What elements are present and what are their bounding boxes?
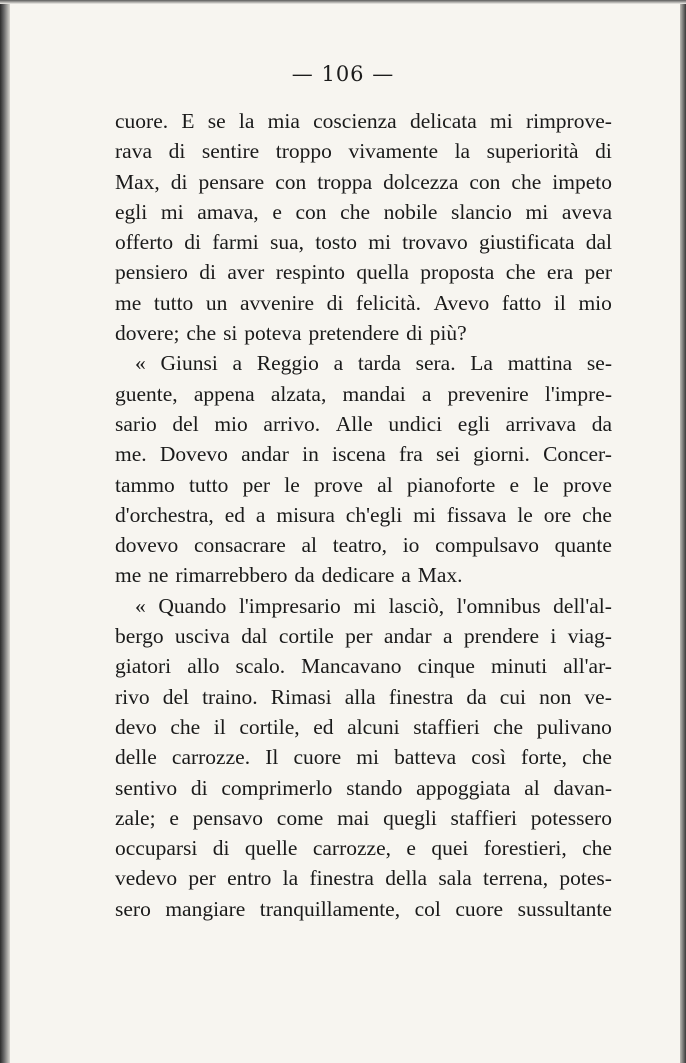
text-line <box>115 470 612 500</box>
word: aveva <box>561 199 612 224</box>
word: troppo <box>275 139 332 164</box>
text-line <box>115 773 612 803</box>
word: che <box>511 169 542 194</box>
word: dovevo <box>115 533 179 558</box>
word: cui <box>499 684 527 709</box>
word: mi <box>490 109 513 133</box>
word: potessero <box>530 805 612 830</box>
word: tutto <box>188 472 229 497</box>
word: e <box>509 472 520 497</box>
word: rimarrebbero <box>175 563 288 588</box>
word: compulsavo <box>435 533 539 558</box>
word: che <box>582 836 612 861</box>
word: mi <box>160 199 184 224</box>
word: Max, <box>115 169 160 194</box>
word: occuparsi <box>115 836 198 861</box>
word: davan- <box>553 775 612 800</box>
word: che <box>582 502 612 527</box>
word: la <box>454 139 471 164</box>
word: me <box>115 290 142 315</box>
word: col <box>414 896 441 921</box>
word: mi <box>368 230 391 255</box>
word: quelle <box>244 836 298 861</box>
word: un <box>205 290 228 315</box>
word: così <box>471 745 506 770</box>
word: pensavo <box>192 805 264 830</box>
word: le <box>533 472 549 497</box>
word: alcuni <box>347 714 400 739</box>
word: me. <box>115 442 147 467</box>
word: mattina <box>507 351 573 376</box>
word: di <box>199 260 216 285</box>
word: avvenire <box>239 290 314 315</box>
word: dal <box>241 624 268 649</box>
word: pensiero <box>115 260 188 285</box>
word: che <box>582 745 612 770</box>
text-line <box>115 348 612 378</box>
word: lasciò, <box>388 593 445 618</box>
word: di <box>406 321 423 346</box>
word: del <box>162 684 189 709</box>
word: per <box>188 866 216 891</box>
word: bergo <box>115 624 164 649</box>
word: mangiare <box>165 896 246 921</box>
word: tammo <box>115 472 175 497</box>
word: pianoforte <box>406 472 496 497</box>
word: con <box>469 169 501 194</box>
word: cortile <box>278 624 334 649</box>
word: finestra <box>309 866 374 891</box>
word: Rimasi <box>270 684 332 709</box>
word: di <box>190 775 208 800</box>
word: coscienza <box>313 109 397 133</box>
word: impeto <box>552 169 612 194</box>
word: Giunsi <box>160 351 218 376</box>
word: teatro, <box>332 533 388 558</box>
word: pretendere <box>308 321 400 346</box>
word: giatori <box>115 654 172 679</box>
word: trovavo <box>402 230 468 255</box>
paragraph <box>115 348 612 590</box>
word: mio <box>578 290 612 315</box>
word: arrivava <box>505 411 577 436</box>
word: d'orchestra, <box>115 502 214 527</box>
text-line <box>115 894 612 924</box>
word: guente, <box>115 381 178 406</box>
word: che <box>493 714 524 739</box>
word: rava <box>115 139 152 164</box>
word: delle <box>115 745 157 770</box>
word: « <box>135 351 146 376</box>
word: al <box>301 533 318 558</box>
word: a <box>255 502 266 527</box>
word: si <box>223 321 238 346</box>
text-line <box>115 318 612 348</box>
word: mio <box>214 411 248 436</box>
word: Alle <box>335 411 373 436</box>
word: Mancavano <box>301 654 402 679</box>
word: tarda <box>357 351 401 376</box>
word: sei <box>436 442 460 467</box>
word: da <box>466 684 487 709</box>
word: andar <box>241 442 289 467</box>
word: con <box>275 169 307 194</box>
word: tranquillamente, <box>259 896 401 921</box>
text-line <box>115 712 612 742</box>
word: farmi <box>212 230 259 255</box>
text-line <box>115 530 612 560</box>
word: che <box>186 321 217 346</box>
word: vedevo <box>115 866 178 891</box>
word: mia <box>267 109 300 133</box>
word: non <box>539 684 572 709</box>
word: mi <box>525 199 549 224</box>
word: cuore <box>455 896 504 921</box>
word: terrena, <box>483 866 549 891</box>
word: e <box>406 836 416 861</box>
word: pulivano <box>536 714 612 739</box>
word: le <box>517 502 533 527</box>
word: mandai <box>342 381 406 406</box>
word: misura <box>276 502 335 527</box>
text-line <box>115 439 612 469</box>
word: entro <box>227 866 272 891</box>
word: sentivo <box>115 775 178 800</box>
word: alzata, <box>270 381 327 406</box>
word: la <box>238 109 255 133</box>
text-line <box>115 863 612 893</box>
text-line <box>115 379 612 409</box>
word: Avevo <box>433 290 490 315</box>
word: da <box>294 563 315 588</box>
word: forte, <box>521 745 568 770</box>
word: di <box>170 169 188 194</box>
word: e <box>272 199 282 224</box>
paragraph <box>115 106 612 348</box>
word: ed <box>313 714 334 739</box>
word: quella <box>356 260 409 285</box>
word: sentire <box>201 139 260 164</box>
text-line <box>115 621 612 651</box>
word: batteva <box>394 745 457 770</box>
word: aver <box>227 260 265 285</box>
word: respinto <box>275 260 345 285</box>
word: della <box>385 866 428 891</box>
word: staffieri <box>450 805 518 830</box>
word: ch'egli <box>345 502 403 527</box>
word: Dovevo <box>159 442 228 467</box>
word: quei <box>431 836 469 861</box>
word: amava, <box>197 199 259 224</box>
word: per <box>242 472 271 497</box>
word: tutto <box>153 290 194 315</box>
word: potes- <box>559 866 612 891</box>
word: appena <box>193 381 255 406</box>
text-line <box>115 136 612 166</box>
word: zale; <box>115 805 156 830</box>
word: se <box>207 109 226 133</box>
word: prendere <box>463 624 540 649</box>
text-line <box>115 409 612 439</box>
word: giustificata <box>478 230 575 255</box>
text-line <box>115 257 612 287</box>
word: mi <box>353 593 377 618</box>
word: egli <box>115 199 148 224</box>
word: che <box>340 199 370 224</box>
word: prove <box>314 472 363 497</box>
text-line <box>115 288 612 318</box>
word: traino. <box>202 684 258 709</box>
word: delicata <box>409 109 477 133</box>
word: per <box>345 624 373 649</box>
word: stando <box>346 775 403 800</box>
word: consacrare <box>193 533 286 558</box>
word: che <box>505 260 536 285</box>
word: di <box>212 836 230 861</box>
word: vivamente <box>348 139 438 164</box>
word: mi <box>413 502 436 527</box>
word: forestieri, <box>483 836 567 861</box>
word: da <box>591 411 612 436</box>
text-line <box>115 651 612 681</box>
page-edge-shadow-top <box>0 0 686 4</box>
word: alla <box>344 684 376 709</box>
word: l'omnibus <box>456 593 541 618</box>
word: e <box>169 805 179 830</box>
word: il <box>213 714 226 739</box>
word: offerto <box>115 230 174 255</box>
word: mi <box>356 745 379 770</box>
word: rivo <box>115 684 150 709</box>
word: Concer- <box>543 442 612 467</box>
word: sario <box>115 411 157 436</box>
word: a <box>442 624 453 649</box>
word: l'impre- <box>544 381 612 406</box>
word: ne <box>148 563 169 588</box>
word: devo <box>115 714 157 739</box>
word: che <box>170 714 201 739</box>
word: finestra <box>388 684 454 709</box>
text-line <box>115 591 612 621</box>
word: a <box>421 381 432 406</box>
word: con <box>295 199 327 224</box>
page-edge-shadow-left <box>0 0 10 1063</box>
word: al <box>377 472 393 497</box>
word: del <box>172 411 199 436</box>
word: mai <box>337 805 370 830</box>
word: tosto <box>315 230 358 255</box>
word: poteva <box>244 321 302 346</box>
word: al <box>524 775 540 800</box>
word: di <box>184 230 202 255</box>
word: fra <box>398 442 423 467</box>
word: cuore. <box>115 109 169 133</box>
word: dedicare <box>321 563 395 588</box>
word: come <box>276 805 324 830</box>
text-line <box>115 682 612 712</box>
word: arrivo. <box>263 411 321 436</box>
word: viag- <box>567 624 612 649</box>
word: le <box>284 472 300 497</box>
word: scalo. <box>235 654 286 679</box>
word: me <box>115 563 142 588</box>
word: comprimerlo <box>221 775 333 800</box>
word: se- <box>586 351 612 376</box>
word: l'impresario <box>238 593 341 618</box>
word: sussultante <box>517 896 612 921</box>
word: Max. <box>417 563 463 588</box>
word: Reggio <box>256 351 319 376</box>
word: io <box>402 533 420 558</box>
text-line <box>115 742 612 772</box>
word: ve- <box>584 684 612 709</box>
word: dolcezza <box>383 169 459 194</box>
word: sua, <box>269 230 305 255</box>
text-line <box>115 167 612 197</box>
word: La <box>470 351 493 376</box>
word: di <box>168 139 186 164</box>
word: di <box>595 139 612 164</box>
word: andar <box>383 624 432 649</box>
word: dal <box>585 230 612 255</box>
word: undici <box>388 411 443 436</box>
word: « <box>135 593 146 618</box>
word: staffieri <box>413 714 480 739</box>
word: rimprove- <box>525 109 612 133</box>
text-line <box>115 560 612 590</box>
text-line <box>115 106 612 136</box>
word: sero <box>115 896 151 921</box>
text-line <box>115 500 612 530</box>
word: pensare <box>198 169 265 194</box>
word: giorni. <box>473 442 530 467</box>
word: carrozze, <box>312 836 392 861</box>
word: prevenire <box>447 381 529 406</box>
word: Quando <box>158 593 227 618</box>
word: quante <box>554 533 612 558</box>
word: allo <box>187 654 220 679</box>
body-text <box>115 106 612 924</box>
word: egli <box>457 411 491 436</box>
word: a <box>333 351 344 376</box>
page-number-header: — 106 — <box>291 62 395 86</box>
word: cinque <box>417 654 475 679</box>
page-edge-shadow-right <box>680 0 686 1063</box>
word: a <box>401 563 411 588</box>
word: di <box>326 290 344 315</box>
paragraph <box>115 591 612 924</box>
word: iscena <box>332 442 386 467</box>
word: nobile <box>383 199 438 224</box>
word: troppa <box>317 169 373 194</box>
word: Il <box>265 745 279 770</box>
word: per <box>584 260 612 285</box>
word: a <box>232 351 243 376</box>
text-line <box>115 197 612 227</box>
word: E <box>181 109 195 133</box>
word: sera. <box>415 351 456 376</box>
word: superiorità <box>486 139 579 164</box>
word: fatto <box>501 290 542 315</box>
word: dovere; <box>115 321 180 346</box>
word: la <box>282 866 299 891</box>
word: era <box>546 260 574 285</box>
word: prove <box>563 472 612 497</box>
word: il <box>553 290 566 315</box>
word: cortile, <box>239 714 300 739</box>
word: quegli <box>383 805 437 830</box>
word: ore <box>543 502 572 527</box>
word: felicità. <box>355 290 421 315</box>
word: appoggiata <box>416 775 511 800</box>
text-line <box>115 803 612 833</box>
word: minuti <box>490 654 548 679</box>
word: carrozze. <box>171 745 251 770</box>
word: ed <box>224 502 245 527</box>
text-line <box>115 833 612 863</box>
word: fissava <box>446 502 507 527</box>
word: dell'al- <box>553 593 612 618</box>
word: cuore <box>293 745 342 770</box>
word: proposta <box>420 260 495 285</box>
word: più? <box>429 321 467 346</box>
word: in <box>302 442 319 467</box>
word: i <box>550 624 557 649</box>
word: slancio <box>451 199 512 224</box>
word: sala <box>438 866 472 891</box>
word: all'ar- <box>563 654 612 679</box>
text-line <box>115 227 612 257</box>
word: usciva <box>174 624 230 649</box>
